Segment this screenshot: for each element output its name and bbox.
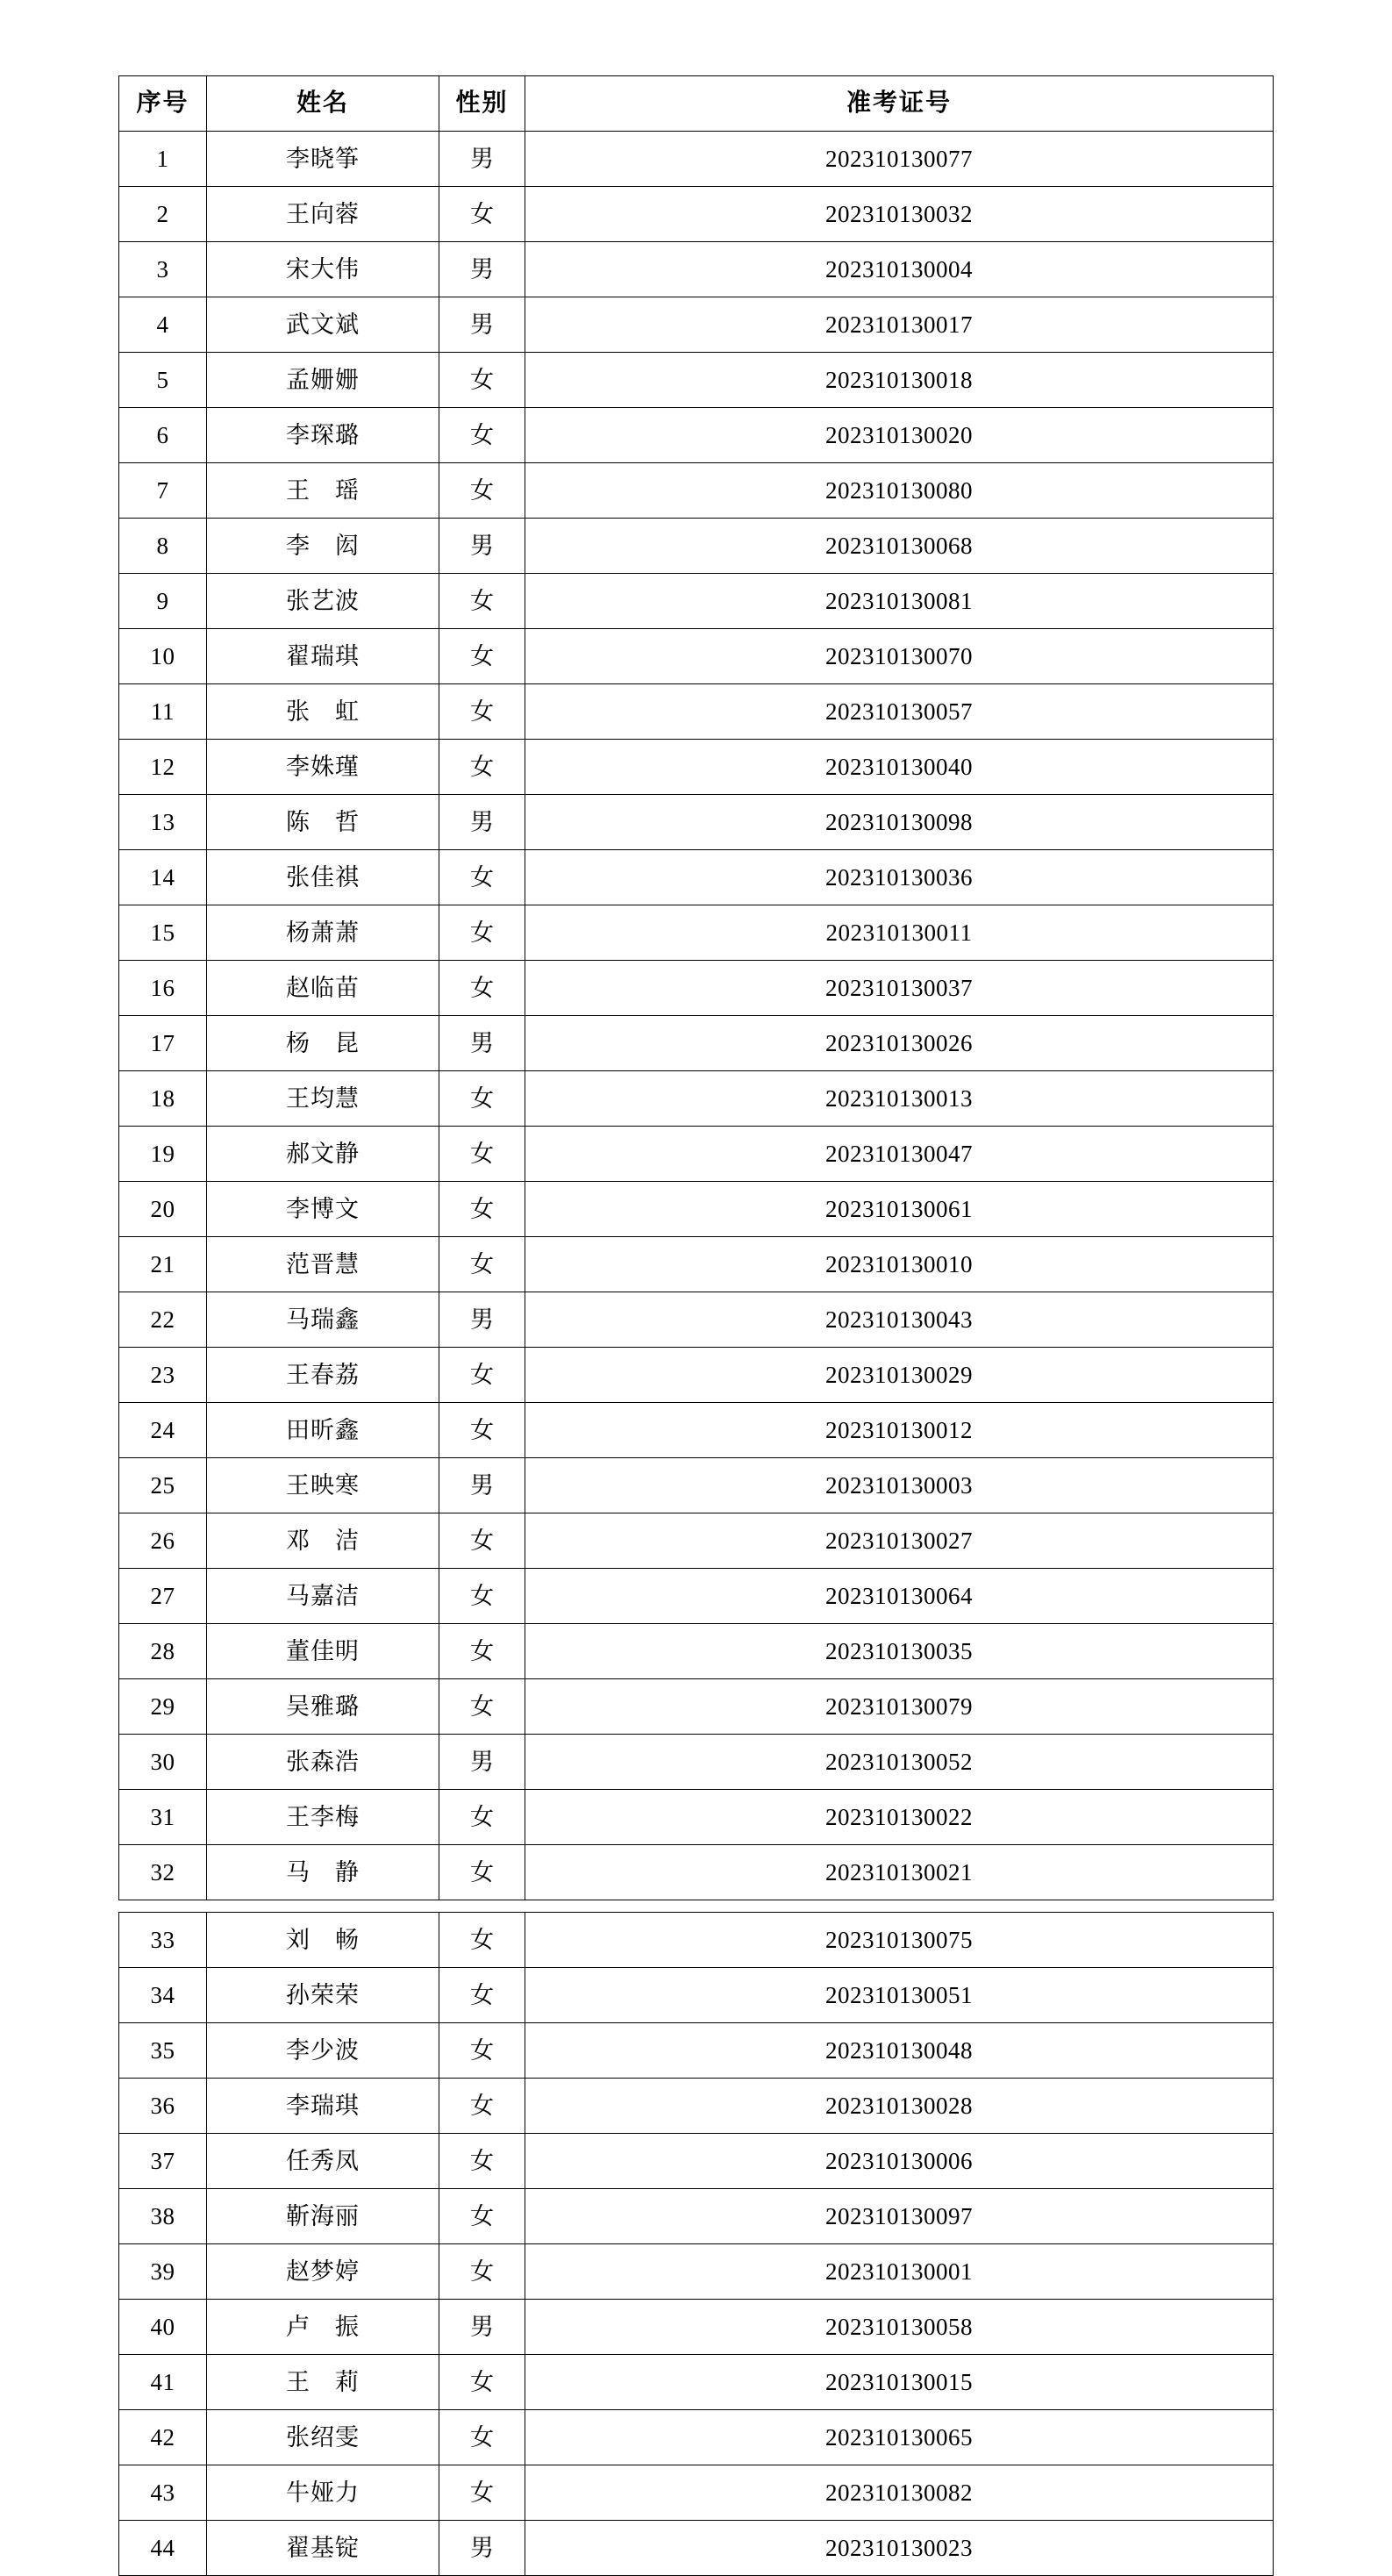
table-row: [119, 2079, 1274, 2134]
table-body: [119, 132, 1274, 2576]
cell-gender: 女: [439, 1624, 525, 1679]
cell-name: 赵梦婷: [207, 2244, 439, 2300]
cell-admission-number: 202310130048: [525, 2023, 1274, 2079]
cell-gender: 男: [439, 1735, 525, 1790]
cell-name: 王 瑶: [207, 463, 439, 519]
table-row: [119, 1458, 1274, 1513]
cell-gender: 女: [439, 1071, 525, 1127]
table-row: [119, 2244, 1274, 2300]
cell-name: 马 静: [207, 1845, 439, 1900]
cell-sequence: 8: [119, 519, 207, 574]
cell-name: 张艺波: [207, 574, 439, 629]
table-row: [119, 2355, 1274, 2410]
cell-sequence: 14: [119, 850, 207, 905]
cell-name: 李 闳: [207, 519, 439, 574]
cell-name: 王映寒: [207, 1458, 439, 1513]
cell-admission-number: 202310130006: [525, 2134, 1274, 2189]
cell-gender: 女: [439, 1569, 525, 1624]
cell-sequence: 40: [119, 2300, 207, 2355]
cell-sequence: 19: [119, 1127, 207, 1182]
cell-gender: 男: [439, 242, 525, 297]
cell-sequence: 30: [119, 1735, 207, 1790]
cell-admission-number: 202310130018: [525, 353, 1274, 408]
table-row: [119, 2023, 1274, 2079]
cell-gender: 女: [439, 1403, 525, 1458]
cell-admission-number: 202310130036: [525, 850, 1274, 905]
cell-gender: 男: [439, 2300, 525, 2355]
cell-gender: 女: [439, 1348, 525, 1403]
table-row: [119, 1348, 1274, 1403]
cell-admission-number: 202310130061: [525, 1182, 1274, 1237]
table-row: [119, 1182, 1274, 1237]
cell-sequence: 22: [119, 1292, 207, 1348]
cell-sequence: 12: [119, 740, 207, 795]
table-row: [119, 1292, 1274, 1348]
cell-admission-number: 202310130023: [525, 2521, 1274, 2576]
cell-sequence: 3: [119, 242, 207, 297]
table-row: [119, 2189, 1274, 2244]
cell-name: 李琛璐: [207, 408, 439, 463]
cell-name: 李瑞琪: [207, 2079, 439, 2134]
cell-name: 卢 振: [207, 2300, 439, 2355]
cell-gender: 女: [439, 961, 525, 1016]
table-row: [119, 463, 1274, 519]
cell-gender: 女: [439, 353, 525, 408]
table-row: [119, 795, 1274, 850]
table-row: [119, 1735, 1274, 1790]
cell-sequence: 35: [119, 2023, 207, 2079]
column-header-gender: 性别: [439, 76, 525, 132]
cell-gender: 女: [439, 2189, 525, 2244]
cell-admission-number: 202310130035: [525, 1624, 1274, 1679]
cell-sequence: 33: [119, 1913, 207, 1968]
cell-gender: 男: [439, 1292, 525, 1348]
cell-admission-number: 202310130068: [525, 519, 1274, 574]
cell-name: 李姝瑾: [207, 740, 439, 795]
cell-admission-number: 202310130064: [525, 1569, 1274, 1624]
cell-sequence: 43: [119, 2465, 207, 2521]
cell-admission-number: 202310130010: [525, 1237, 1274, 1292]
cell-name: 李少波: [207, 2023, 439, 2079]
page-break-gap: [119, 1900, 1274, 1913]
cell-gender: 女: [439, 1913, 525, 1968]
cell-sequence: 6: [119, 408, 207, 463]
cell-admission-number: 202310130077: [525, 132, 1274, 187]
cell-admission-number: 202310130098: [525, 795, 1274, 850]
cell-admission-number: 202310130032: [525, 187, 1274, 242]
cell-gender: 女: [439, 684, 525, 740]
candidate-roster-table: [118, 75, 1274, 2576]
cell-sequence: 37: [119, 2134, 207, 2189]
cell-name: 张 虹: [207, 684, 439, 740]
table-row: [119, 408, 1274, 463]
cell-admission-number: 202310130011: [525, 905, 1274, 961]
table-row: [119, 1913, 1274, 1968]
cell-sequence: 18: [119, 1071, 207, 1127]
table-row: [119, 1624, 1274, 1679]
cell-admission-number: 202310130070: [525, 629, 1274, 684]
cell-name: 张森浩: [207, 1735, 439, 1790]
cell-name: 王 莉: [207, 2355, 439, 2410]
cell-admission-number: 202310130052: [525, 1735, 1274, 1790]
cell-gender: 女: [439, 2410, 525, 2465]
table-row: [119, 684, 1274, 740]
cell-sequence: 20: [119, 1182, 207, 1237]
cell-name: 赵临苗: [207, 961, 439, 1016]
cell-gender: 女: [439, 1790, 525, 1845]
cell-admission-number: 202310130001: [525, 2244, 1274, 2300]
table-row: [119, 629, 1274, 684]
cell-gender: 女: [439, 1237, 525, 1292]
cell-admission-number: 202310130065: [525, 2410, 1274, 2465]
cell-name: 郝文静: [207, 1127, 439, 1182]
cell-gender: 女: [439, 2465, 525, 2521]
table-row: [119, 1071, 1274, 1127]
cell-sequence: 34: [119, 1968, 207, 2023]
cell-gender: 男: [439, 1458, 525, 1513]
cell-gender: 女: [439, 2023, 525, 2079]
table-row: [119, 1016, 1274, 1071]
cell-admission-number: 202310130097: [525, 2189, 1274, 2244]
cell-gender: 男: [439, 132, 525, 187]
table-row: [119, 1403, 1274, 1458]
table-row: [119, 2410, 1274, 2465]
cell-admission-number: 202310130020: [525, 408, 1274, 463]
cell-admission-number: 202310130026: [525, 1016, 1274, 1071]
cell-gender: 女: [439, 629, 525, 684]
cell-gender: 女: [439, 1845, 525, 1900]
table-row: [119, 187, 1274, 242]
cell-gender: 女: [439, 408, 525, 463]
cell-sequence: 36: [119, 2079, 207, 2134]
cell-admission-number: 202310130015: [525, 2355, 1274, 2410]
cell-admission-number: 202310130051: [525, 1968, 1274, 2023]
cell-sequence: 38: [119, 2189, 207, 2244]
cell-name: 杨 昆: [207, 1016, 439, 1071]
cell-admission-number: 202310130057: [525, 684, 1274, 740]
cell-name: 邓 洁: [207, 1513, 439, 1569]
table-row: [119, 1845, 1274, 1900]
cell-name: 靳海丽: [207, 2189, 439, 2244]
cell-name: 田昕鑫: [207, 1403, 439, 1458]
cell-sequence: 2: [119, 187, 207, 242]
cell-name: 李晓筝: [207, 132, 439, 187]
cell-admission-number: 202310130021: [525, 1845, 1274, 1900]
cell-admission-number: 202310130003: [525, 1458, 1274, 1513]
cell-gender: 男: [439, 795, 525, 850]
cell-admission-number: 202310130037: [525, 961, 1274, 1016]
cell-sequence: 13: [119, 795, 207, 850]
cell-admission-number: 202310130029: [525, 1348, 1274, 1403]
table-row: [119, 1790, 1274, 1845]
cell-name: 陈 哲: [207, 795, 439, 850]
cell-admission-number: 202310130040: [525, 740, 1274, 795]
cell-gender: 男: [439, 519, 525, 574]
cell-admission-number: 202310130022: [525, 1790, 1274, 1845]
table-header: [119, 76, 1274, 132]
cell-sequence: 23: [119, 1348, 207, 1403]
table-row: [119, 132, 1274, 187]
cell-sequence: 21: [119, 1237, 207, 1292]
cell-sequence: 1: [119, 132, 207, 187]
cell-name: 李博文: [207, 1182, 439, 1237]
cell-gender: 女: [439, 574, 525, 629]
column-header-sequence: 序号: [119, 76, 207, 132]
cell-gender: 女: [439, 1127, 525, 1182]
cell-admission-number: 202310130013: [525, 1071, 1274, 1127]
cell-name: 张佳祺: [207, 850, 439, 905]
table-row: [119, 574, 1274, 629]
cell-admission-number: 202310130075: [525, 1913, 1274, 1968]
cell-gender: 女: [439, 187, 525, 242]
cell-gender: 男: [439, 2521, 525, 2576]
cell-admission-number: 202310130004: [525, 242, 1274, 297]
cell-name: 马嘉洁: [207, 1569, 439, 1624]
cell-admission-number: 202310130028: [525, 2079, 1274, 2134]
table-row: [119, 905, 1274, 961]
table-row: [119, 1127, 1274, 1182]
cell-gender: 女: [439, 850, 525, 905]
cell-name: 张绍雯: [207, 2410, 439, 2465]
table-row: [119, 2521, 1274, 2576]
cell-name: 董佳明: [207, 1624, 439, 1679]
cell-name: 宋大伟: [207, 242, 439, 297]
cell-name: 杨萧萧: [207, 905, 439, 961]
table-row: [119, 2134, 1274, 2189]
cell-name: 王均慧: [207, 1071, 439, 1127]
cell-sequence: 10: [119, 629, 207, 684]
cell-gender: 女: [439, 2079, 525, 2134]
cell-name: 吴雅璐: [207, 1679, 439, 1735]
cell-sequence: 41: [119, 2355, 207, 2410]
table-header-row: [119, 76, 1274, 132]
table-row: [119, 1513, 1274, 1569]
table-row: [119, 1679, 1274, 1735]
cell-name: 马瑞鑫: [207, 1292, 439, 1348]
cell-sequence: 15: [119, 905, 207, 961]
cell-name: 翟瑞琪: [207, 629, 439, 684]
cell-gender: 女: [439, 2134, 525, 2189]
cell-gender: 女: [439, 740, 525, 795]
cell-name: 武文斌: [207, 297, 439, 353]
cell-name: 刘 畅: [207, 1913, 439, 1968]
cell-gender: 女: [439, 1968, 525, 2023]
cell-gender: 女: [439, 905, 525, 961]
cell-gender: 女: [439, 2355, 525, 2410]
cell-name: 孙荣荣: [207, 1968, 439, 2023]
table-row: [119, 519, 1274, 574]
cell-sequence: 24: [119, 1403, 207, 1458]
cell-admission-number: 202310130047: [525, 1127, 1274, 1182]
cell-admission-number: 202310130012: [525, 1403, 1274, 1458]
cell-name: 王向蓉: [207, 187, 439, 242]
cell-sequence: 32: [119, 1845, 207, 1900]
cell-name: 任秀凤: [207, 2134, 439, 2189]
cell-name: 王春荔: [207, 1348, 439, 1403]
cell-sequence: 7: [119, 463, 207, 519]
cell-sequence: 28: [119, 1624, 207, 1679]
table-row: [119, 297, 1274, 353]
cell-admission-number: 202310130080: [525, 463, 1274, 519]
cell-gender: 女: [439, 2244, 525, 2300]
cell-admission-number: 202310130081: [525, 574, 1274, 629]
cell-gender: 女: [439, 1679, 525, 1735]
cell-name: 孟姗姗: [207, 353, 439, 408]
table-row: [119, 2465, 1274, 2521]
cell-gender: 女: [439, 1513, 525, 1569]
cell-admission-number: 202310130043: [525, 1292, 1274, 1348]
cell-sequence: 9: [119, 574, 207, 629]
cell-admission-number: 202310130082: [525, 2465, 1274, 2521]
cell-sequence: 25: [119, 1458, 207, 1513]
cell-gender: 男: [439, 297, 525, 353]
column-header-name: 姓名: [207, 76, 439, 132]
cell-sequence: 26: [119, 1513, 207, 1569]
cell-sequence: 42: [119, 2410, 207, 2465]
table-row: [119, 740, 1274, 795]
cell-name: 王李梅: [207, 1790, 439, 1845]
cell-sequence: 27: [119, 1569, 207, 1624]
cell-sequence: 5: [119, 353, 207, 408]
table-row: [119, 2300, 1274, 2355]
cell-admission-number: 202310130027: [525, 1513, 1274, 1569]
table-row: [119, 850, 1274, 905]
cell-admission-number: 202310130079: [525, 1679, 1274, 1735]
cell-sequence: 11: [119, 684, 207, 740]
cell-name: 翟基锭: [207, 2521, 439, 2576]
cell-gender: 男: [439, 1016, 525, 1071]
table-row: [119, 1237, 1274, 1292]
cell-sequence: 17: [119, 1016, 207, 1071]
table-row: [119, 1569, 1274, 1624]
cell-sequence: 16: [119, 961, 207, 1016]
column-header-admission-number: 准考证号: [525, 76, 1274, 132]
cell-name: 牛娅力: [207, 2465, 439, 2521]
cell-sequence: 29: [119, 1679, 207, 1735]
cell-gender: 女: [439, 463, 525, 519]
page-break-spacer: [119, 1900, 1274, 1913]
table-row: [119, 961, 1274, 1016]
table-row: [119, 353, 1274, 408]
table-row: [119, 1968, 1274, 2023]
cell-name: 范晋慧: [207, 1237, 439, 1292]
cell-admission-number: 202310130017: [525, 297, 1274, 353]
table-row: [119, 242, 1274, 297]
cell-admission-number: 202310130058: [525, 2300, 1274, 2355]
cell-sequence: 44: [119, 2521, 207, 2576]
cell-gender: 女: [439, 1182, 525, 1237]
cell-sequence: 39: [119, 2244, 207, 2300]
cell-sequence: 4: [119, 297, 207, 353]
cell-sequence: 31: [119, 1790, 207, 1845]
